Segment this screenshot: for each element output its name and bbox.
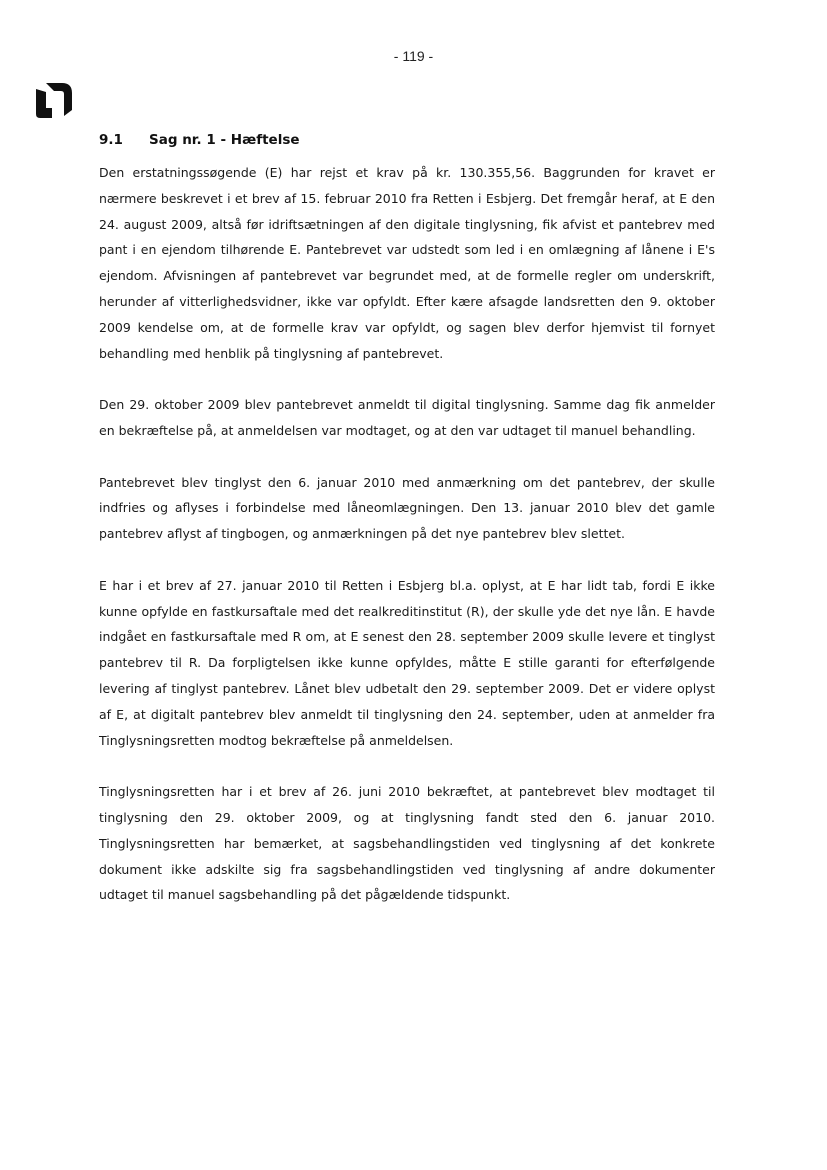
institution-logo-icon <box>32 80 76 120</box>
paragraph: Den 29. oktober 2009 blev pantebrevet anmeldt til digital tinglysning. Samme dag fik anmelder en bekræftelse på, at anmeldelsen var modtaget, og at den var udtaget til manuel behandling. <box>99 397 715 438</box>
paragraph: E har i et brev af 27. januar 2010 til Retten i Esbjerg bl.a. oplyst, at E har lidt tab, fordi E ikke kunne opfylde en fastkursaftale med det realkreditinstitut (R), der skulle yde det nye lån. E havde indgået en fastkursaftale med R om, at E senest den 28. september 2009 skulle levere et tinglyst pantebrev til R. Da forpligtelsen ikke kunne opfyldes, måtte E stille garanti for efterfølgende levering af tinglyst pantebrev. Lånet blev udbetalt den 29. september 2009. Det er videre oplyst af E, at digitalt pantebrev blev anmeldt til tinglysning den 24. september, uden at anmelder fra Tinglysningsretten modtog bekræftelse på anmeldelsen. <box>99 577 715 748</box>
paragraph: Pantebrevet blev tinglyst den 6. januar 2010 med anmærkning om det pantebrev, der skulle indfries og aflyses i forbindelse med låneomlægningen. Den 13. januar 2010 blev det gamle pantebrev aflyst af tingbogen, og anmærkningen på det nye pantebrev blev slettet. <box>99 474 715 542</box>
section-heading <box>99 132 300 148</box>
section-title: Sag nr. 1 - Hæftelse <box>149 132 300 148</box>
paragraph: Den erstatningssøgende (E) har rejst et krav på kr. 130.355,56. Baggrunden for kravet er nærmere beskrevet i et brev af 15. februar 2010 fra Retten i Esbjerg. Det fremgår heraf, at E den 24. august 2009, altså før idriftsætningen af den digitale tinglysning, fik afvist et pantebrev med pant i en ejendom tilhørende E. Pantebrevet var udstedt som led i en omlægning af lånene i E's ejendom. Afvisningen af pantebrevet var begrundet med, at de formelle regler om underskrift, herunder af vitterlighedsvidner, ikke var opfyldt. Efter kære afsagde landsretten den 9. oktober 2009 kendelse om, at de formelle krav var opfyldt, og sagen blev derfor hjemvist til fornyet behandling med henblik på tinglysning af pantebrevet. <box>99 165 715 361</box>
page-number: - 119 - <box>393 48 434 64</box>
paragraph: Tinglysningsretten har i et brev af 26. juni 2010 bekræftet, at pantebrevet blev modtaget til tinglysning den 29. oktober 2009, og at tinglysning fandt sted den 6. januar 2010. Tinglysningsretten har bemærket, at sagsbehandlingstiden ved tinglysning af det konkrete dokument ikke adskilte sig fra sagsbehandlingstiden ved tinglysning af andre dokumenter udtaget til manuel sagsbehandling på det pågældende tidspunkt. <box>99 784 715 903</box>
document-body <box>99 160 715 934</box>
section-number: 9.1 <box>99 132 123 148</box>
